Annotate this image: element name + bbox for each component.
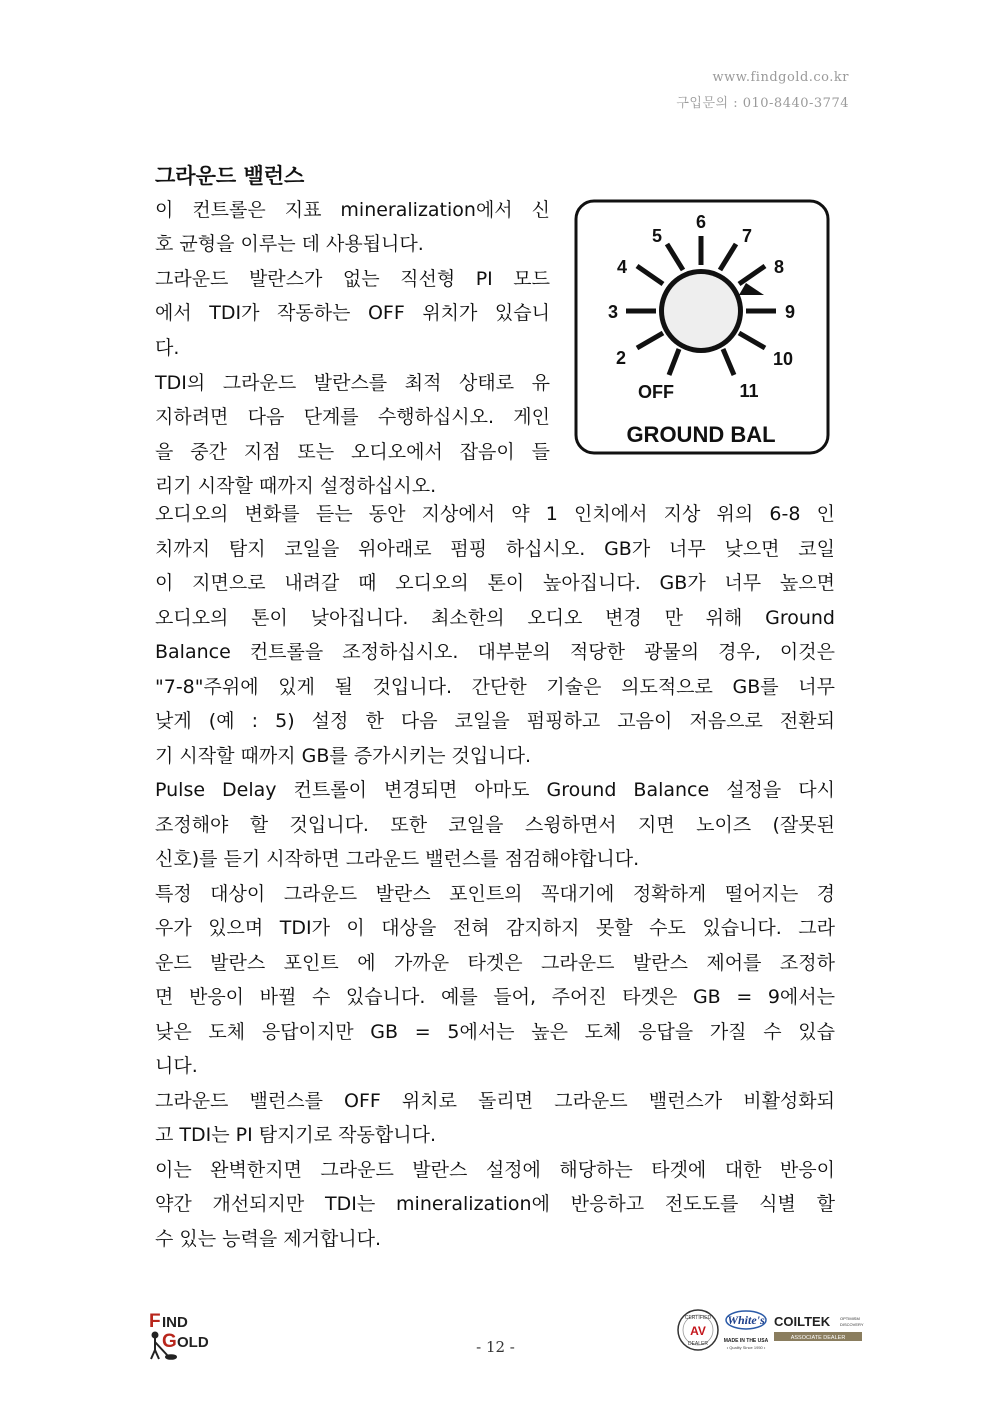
coiltek-optimism: OPTIMISM [840,1316,860,1321]
page-number: - 12 - [476,1338,515,1356]
header-website: www.findgold.co.kr [712,70,849,85]
partner-logos [676,1302,866,1358]
text-line: 이 컨트롤은 지표 mineralization에서 신 [155,199,550,221]
dial-label-off: OFF [638,382,674,402]
text-line: 리기 시작할 때까지 설정하십시오. [155,475,437,497]
header-contact: 구입문의 : 010-8440-3774 [676,96,849,111]
coiltek-associate: ASSOCIATE DEALER [790,1335,846,1341]
text-line: "7-8"주위에 있게 될 것입니다. 간단한 기술은 의도적으로 GB를 너무 [155,676,835,698]
ground-bal-dial-figure [574,199,830,455]
text-line: 신호)를 듣기 시작하면 그라운드 밸런스를 점검해야합니다. [155,848,640,870]
badge-av: AV [690,1324,706,1338]
coiltek-logo [774,1314,864,1341]
logo-letter-f: F [149,1311,161,1332]
dial-label-7: 7 [741,226,753,246]
text-line: 조정해야 할 것입니다. 또한 코일을 스윙하면서 지면 노이즈 (잘못된 [155,814,835,836]
badge-certified: CERTIFIED [684,1315,712,1321]
dial-caption: GROUND BAL [626,422,776,447]
text-line: TDI의 그라운드 발란스를 최적 상태로 유 [155,372,550,394]
text-line: 다. [155,337,180,359]
logo-text-old: OLD [177,1334,209,1351]
text-line: 을 중간 지점 또는 오디오에서 잡음이 들 [155,441,550,463]
whites-text: White's [727,1313,765,1327]
coiltek-discovery: DISCOVERY [840,1322,864,1327]
text-line: 그라운드 발란스가 없는 직선형 PI 모드 [155,268,550,290]
text-line: 기 시작할 때까지 GB를 증가시키는 것입니다. [155,745,532,767]
text-line: 지하려면 다음 단계를 수행하십시오. 게인 [155,406,550,428]
whites-made: MADE IN THE USA [723,1338,769,1344]
text-line: 에서 TDI가 작동하는 OFF 위치가 있습니 [155,302,550,324]
badge-dealer: DEALER [687,1341,709,1347]
text-line: 그라운드 밸런스를 OFF 위치로 돌리면 그라운드 밸런스가 비활성화되 [155,1090,835,1112]
dial-label-10: 10 [772,349,794,369]
text-line: 이 지면으로 내려갈 때 오디오의 톤이 높아집니다. GB가 너무 높으면 [155,572,835,594]
section-title: 그라운드 밸런스 [155,164,305,188]
text-line: 고 TDI는 PI 탐지기로 작동합니다. [155,1124,436,1146]
coiltek-text: COILTEK [774,1314,831,1329]
logo-text-ind: IND [162,1314,188,1331]
text-line: 치까지 탐지 코일을 위아래로 펌핑 하십시오. GB가 너무 낮으면 코일 [155,538,835,560]
dial-label-9: 9 [784,302,796,322]
dial-knob [664,274,738,348]
dial-label-8: 8 [773,257,785,277]
dial-label-4: 4 [616,257,628,277]
text-line: 면 반응이 바뀔 수 있습니다. 예를 들어, 주어진 타겟은 GB = 9에서는 [155,986,835,1008]
text-line: Pulse Delay 컨트롤이 변경되면 아마도 Ground Balance 설정을 다시 [155,779,835,801]
text-line: 오디오의 톤이 낮아집니다. 최소한의 오디오 변경 만 위해 Ground [155,607,835,629]
text-line: 호 균형을 이루는 데 사용됩니다. [155,233,424,255]
text-line: 수 있는 능력을 제거합니다. [155,1228,382,1250]
dial-label-6: 6 [695,212,707,232]
text-line: 우가 있으며 TDI가 이 대상을 전혀 감지하지 못할 수도 있습니다. 그라 [155,917,835,939]
text-line: 낮게 (예 : 5) 설정 한 다음 코일을 펌핑하고 고음이 저음으로 전환되 [155,710,835,732]
logo-letter-g: G [162,1331,177,1352]
text-line: 특정 대상이 그라운드 발란스 포인트의 꼭대기에 정확하게 떨어지는 경 [155,883,835,905]
whites-quality: • Quality Since 1950 • [726,1345,766,1350]
dial-label-11: 11 [739,381,759,401]
dial-label-5: 5 [651,226,663,246]
text-line: 이는 완벽한지면 그라운드 발란스 설정에 해당하는 타겟에 대한 반응이 [155,1159,835,1181]
text-line: 약간 개선되지만 TDI는 mineralization에 반응하고 전도도를 식별 할 [155,1193,835,1215]
whites-logo [724,1311,769,1350]
dial-label-3: 3 [607,302,619,322]
text-line: 낮은 도체 응답이지만 GB = 5에서는 높은 도체 응답을 가질 수 있습 [155,1021,835,1043]
text-line: Balance 컨트롤을 조정하십시오. 대부분의 적당한 광물의 경우, 이것은 [155,641,835,663]
text-line: 운드 발란스 포인트 에 가까운 타겟은 그라운드 발란스 제어를 조정하 [155,952,835,974]
av-certified-dealer-badge [678,1310,718,1350]
dial-label-2: 2 [615,348,627,368]
text-line: 니다. [155,1055,198,1077]
text-line: 오디오의 변화를 듣는 동안 지상에서 약 1 인치에서 지상 위의 6-8 인 [155,503,835,525]
